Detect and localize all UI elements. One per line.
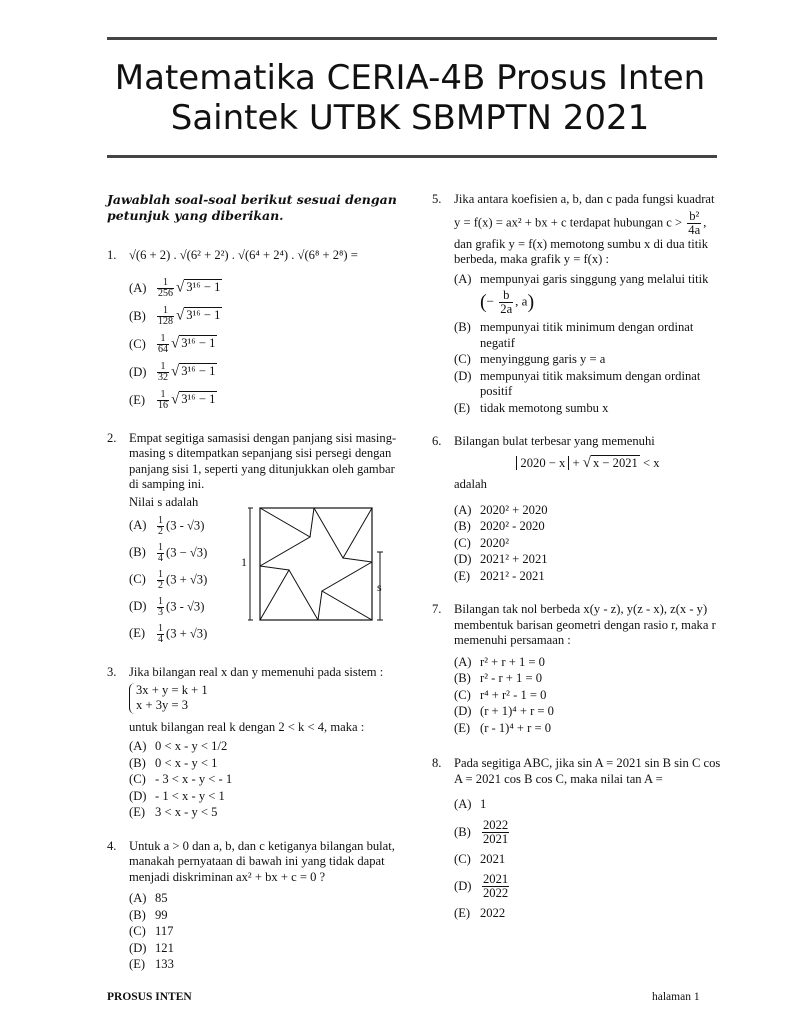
- option-1e[interactable]: (E) $\frac{1}{16}$ √ 3¹⁶ − 1: [129, 388, 216, 411]
- fraction: $\frac{1}{4}$: [158, 542, 163, 564]
- option-2b[interactable]: (B) $\frac{1}{4}$ (3 − √3): [129, 542, 208, 564]
- option-6d[interactable]: (D) 2021² + 2021: [454, 552, 548, 566]
- question-6-options: [454, 503, 722, 585]
- question-2-stem: Empat segitiga samasisi dengan panjang sisi masing-masing s ditempatkan sepanjang sisi persegi dengan panjang sisi 1, seperti yang ditunjukkan oleh gambar di samping ini.: [129, 430, 397, 491]
- option-3a[interactable]: (A) 0 < x - y < 1/2: [129, 739, 228, 753]
- question-5-stem-2: y = f(x) = ax² + bx + c terdapat hubungan c > $\frac{\text{b²}}{4a}$ ,: [454, 208, 707, 237]
- option-8d[interactable]: (D) $\frac{2021}{2022}$: [454, 872, 509, 900]
- option-2a[interactable]: (A) $\frac{1}{2}$ (3 - √3): [129, 515, 205, 537]
- question-6: 6. Bilangan bulat terbesar yang memenuhi 2020 − x + √ x − 2021 < x adalah (A) 2020² + 2020 (B) 2020² - 2020 (C) 2020² (D) 2021² + 2021 (E) 2021² - 2021: [432, 434, 722, 584]
- fraction: $\frac{1}{128}$: [158, 304, 173, 327]
- question-4-stem: Untuk a > 0 dan a, b, dan c ketiganya bilangan bulat, manakah pernyataan di bawah ini yang tidak dapat menjadi diskriminan ax² + bx + c = 0 ?: [129, 838, 395, 884]
- option-4d[interactable]: (D) 121: [129, 940, 174, 955]
- title-rule: [107, 155, 717, 158]
- question-3-stem: Jika bilangan real x dan y memenuhi pada sistem :: [129, 665, 384, 679]
- option-6e[interactable]: (E) 2021² - 2021: [454, 568, 545, 583]
- question-6-tail: adalah: [454, 477, 487, 491]
- question-8: 8. Pada segitiga ABC, jika sin A = 2021 sin B sin C cos A = 2021 cos B cos C, maka nilai tan A = (A) 1 (B) $\frac{2022}{2021}$ (C) 2021 (D) $\frac{2021}{2022}$ (E) 2022: [432, 756, 721, 920]
- option-5a[interactable]: (A) mempunyai garis singgung yang melalui titik: [454, 271, 709, 286]
- question-5-options: [454, 272, 722, 417]
- fraction: $\frac{1}{16}$: [158, 388, 168, 411]
- fraction: $\frac{1}{64}$: [158, 332, 168, 355]
- option-8c[interactable]: (C) 2021: [454, 851, 506, 866]
- question-2-ask: Nilai s adalah: [129, 494, 199, 509]
- fraction: $\frac{1}{2}$: [158, 515, 163, 537]
- question-7-options: [454, 655, 722, 737]
- question-1-options: [129, 278, 397, 411]
- fraction: $\frac{1}{32}$: [158, 360, 168, 383]
- point-expression: (− $\frac{b}{2a}$ , a): [480, 288, 535, 316]
- option-3c[interactable]: (C) - 3 < x - y < - 1: [129, 772, 233, 786]
- fraction-b-over-2a: $\frac{b}{2a}$: [500, 288, 513, 316]
- fraction: $\frac{1}{3}$: [158, 596, 163, 618]
- option-1b[interactable]: (B) $\frac{1}{128}$ √ 3¹⁶ − 1: [129, 304, 221, 327]
- question-3-options: [129, 739, 397, 821]
- question-7: 7. Bilangan tak nol berbeda x(y - z), y(z - x), z(x - y) membentuk barisan geometri dengan rasio r, maka r memenuhi persamaan : (A) r² + r + 1 = 0 (B) r² - r + 1 = 0 (C) r⁴ + r² - 1 = 0 (D) (r + 1)⁴ + r = 0 (E) (r - 1)⁴ + r = 0: [432, 602, 722, 736]
- option-5b[interactable]: (B) mempunyai titik minimum dengan ordinat negatif: [454, 320, 694, 350]
- option-8a[interactable]: (A) 1: [454, 797, 487, 811]
- page-title: Matematika CERIA-4B Prosus Inten Saintek UTBK SBMPTN 2021: [114, 58, 706, 138]
- label-side-1: 1: [241, 555, 247, 569]
- top-rule: [107, 37, 717, 40]
- option-2c[interactable]: (C) $\frac{1}{2}$ (3 + √3): [129, 569, 208, 591]
- option-3e[interactable]: (E) 3 < x - y < 5: [129, 805, 218, 819]
- fraction: $\frac{1}{2}$: [158, 569, 163, 591]
- option-2e[interactable]: (E) $\frac{1}{4}$ (3 + √3): [129, 623, 208, 645]
- question-1-stem: √(6 + 2) . √(6² + 2²) . √(6⁴ + 2⁴) . √(6⁸ + 2⁸) =: [129, 248, 358, 262]
- option-5d[interactable]: (D) mempunyai titik maksimum dengan ordinat positif: [454, 368, 701, 398]
- option-4b[interactable]: (B) 99: [129, 907, 168, 922]
- option-6a[interactable]: (A) 2020² + 2020: [454, 502, 548, 517]
- option-7e[interactable]: (E) (r - 1)⁴ + r = 0: [454, 720, 552, 735]
- question-5-stem-3: dan grafik y = f(x) memotong sumbu x di dua titik berbeda, maka grafik y = f(x) :: [454, 236, 709, 266]
- option-7c[interactable]: (C) r⁴ + r² - 1 = 0: [454, 687, 547, 702]
- option-7a[interactable]: (A) r² + r + 1 = 0: [454, 654, 545, 669]
- equation-2: x + 3y = 3: [136, 698, 188, 712]
- option-1a[interactable]: (A) $\frac{1}{256}$ √ 3¹⁶ − 1: [129, 276, 221, 299]
- question-3: 3. Jika bilangan real x dan y memenuhi pada sistem : 3x + y = k + 1 x + 3y = 3 untuk bilangan real k dengan 2 < k < 4, maka : (A) 0 < x - y < 1/2 (B) 0 < x - y < 1 (C) - 3 < x - y < - 1 (D) - 1 < x - y < 1 (E) 3 < x - y < 5: [107, 665, 397, 821]
- option-1c[interactable]: (C) $\frac{1}{64}$ √ 3¹⁶ − 1: [129, 332, 216, 355]
- instructions: Jawablah soal-soal berikut sesuai dengan petunjuk yang diberikan.: [107, 192, 397, 223]
- option-1d[interactable]: (D) $\frac{1}{32}$ √ 3¹⁶ − 1: [129, 360, 216, 383]
- option-8b[interactable]: (B) $\frac{2022}{2021}$: [454, 817, 509, 846]
- question-5-stem-1: Jika antara koefisien a, b, dan c pada fungsi kuadrat: [454, 192, 715, 206]
- question-6-stem: Bilangan bulat terbesar yang memenuhi: [454, 434, 655, 448]
- option-6c[interactable]: (C) 2020²: [454, 535, 509, 550]
- option-5e[interactable]: (E) tidak memotong sumbu x: [454, 400, 609, 415]
- option-5c[interactable]: (C) menyinggung garis y = a: [454, 352, 606, 366]
- option-2d[interactable]: (D) $\frac{1}{3}$ (3 - √3): [129, 596, 205, 618]
- option-4a[interactable]: (A) 85: [129, 891, 168, 905]
- right-column: [432, 192, 722, 944]
- question-4: 4. Untuk a > 0 dan a, b, dan c ketiganya bilangan bulat, manakah pernyataan di bawah ini yang tidak dapat menjadi diskriminan ax² + bx + c = 0 ? (A) 85 (B) 99 (C) 117 (D) 121 (E) 133: [107, 839, 397, 973]
- fraction: $\frac{1}{256}$: [158, 276, 173, 299]
- question-6-inequality: 2020 − x + √ x − 2021 < x: [454, 456, 722, 472]
- question-4-options: [129, 891, 397, 973]
- square-triangles-figure: [248, 506, 388, 626]
- option-7d[interactable]: (D) (r + 1)⁴ + r = 0: [454, 704, 554, 718]
- option-3b[interactable]: (B) 0 < x - y < 1: [129, 755, 218, 770]
- option-8e[interactable]: (E) 2022: [454, 906, 506, 920]
- option-3d[interactable]: (D) - 1 < x - y < 1: [129, 788, 225, 803]
- option-6b[interactable]: (B) 2020² - 2020: [454, 519, 545, 533]
- option-4e[interactable]: (E) 133: [129, 957, 174, 971]
- equation-1: 3x + y = k + 1: [136, 682, 208, 697]
- question-2: 2. Empat segitiga samasisi dengan panjang sisi masing-masing s ditempatkan sepanjang sisi persegi dengan panjang sisi 1, seperti yang ditunjukkan oleh gambar di samping ini. Nilai s adalah (A) $\frac{1}{2}$ (3 - √3) (B) $\frac{1}{4}$ (3 − √3) (C) $\frac{1}{2}$ (3 + √3) (D) $\frac{1}{3}$ (3 - √3) (E) $\frac{1}{4}$ (3 + √3): [107, 430, 397, 645]
- footer-brand: PROSUS INTEN: [107, 991, 192, 1003]
- question-8-stem: Pada segitiga ABC, jika sin A = 2021 sin B sin C cos A = 2021 cos B cos C, maka nilai tan A =: [454, 756, 721, 786]
- option-7b[interactable]: (B) r² - r + 1 = 0: [454, 671, 543, 685]
- equation-system: [129, 683, 208, 714]
- footer-page-number: halaman 1: [652, 991, 700, 1003]
- fraction-b2-over-4a: $\frac{\text{b²}}{4a}$: [688, 208, 701, 237]
- question-1: 1. √(6 + 2) . √(6² + 2²) . √(6⁴ + 2⁴) . √(6⁸ + 2⁸) = (A) $\frac{1}{256}$ √ 3¹⁶ − 1 (B) $\frac{1}{128}$ √ 3¹⁶ − 1 (C) $\frac{1}{64}$ √ 3¹⁶ − 1 (D) $\frac{1}{32}$ √ 3¹⁶ − 1 (E) $\frac{1}{16}$ √ 3¹⁶ − 1: [107, 248, 397, 411]
- question-7-stem: Bilangan tak nol berbeda x(y - z), y(z - x), z(x - y) membentuk barisan geometri dengan rasio r, maka r memenuhi persamaan :: [454, 602, 716, 647]
- option-4c[interactable]: (C) 117: [129, 924, 174, 938]
- label-side-s: s: [377, 580, 382, 594]
- question-3-condition: untuk bilangan real k dengan 2 < k < 4, maka :: [129, 719, 365, 734]
- fraction: $\frac{1}{4}$: [158, 623, 163, 645]
- question-5: 5. Jika antara koefisien a, b, dan c pada fungsi kuadrat y = f(x) = ax² + bx + c terdapat hubungan c > $\frac{\text{b²}}{4a}$ , dan grafik y = f(x) memotong sumbu x di dua titik berbeda, maka grafik y = f(x) : (A) mempunyai garis singgung yang melalui titik (− $\frac{b}{2a}$ , a) (B) mempunyai titik minimum dengan ordinat negatif (C) menyinggung garis y = a (D) mempunyai titik maksimum dengan ordinat positif (E) tidak memotong sumbu x: [432, 192, 722, 416]
